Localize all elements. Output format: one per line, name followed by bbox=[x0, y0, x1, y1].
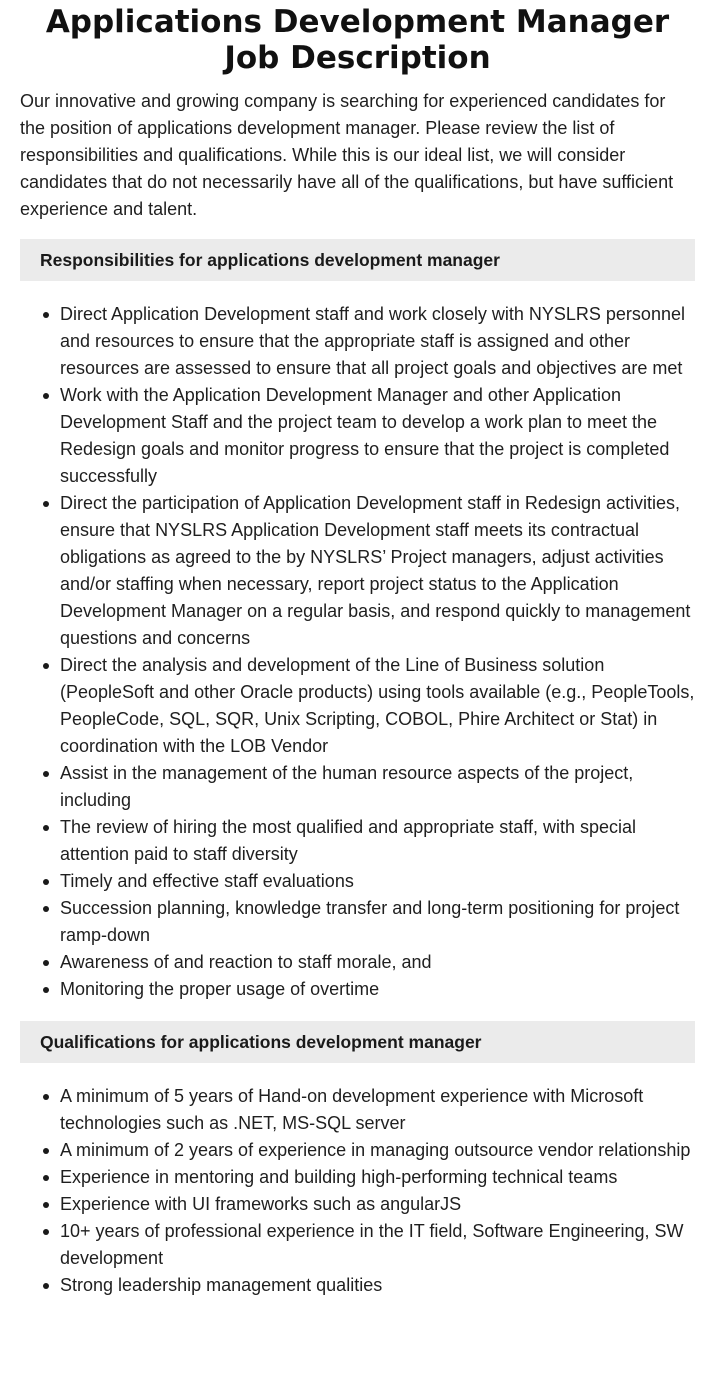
list-item: Timely and effective staff evaluations bbox=[60, 868, 695, 895]
responsibilities-header bbox=[20, 239, 695, 281]
list-item: 10+ years of professional experience in the IT field, Software Engineering, SW development bbox=[60, 1218, 695, 1272]
qualifications-header bbox=[20, 1021, 695, 1063]
list-item: Direct the analysis and development of the Line of Business solution (PeopleSoft and other Oracle products) using tools available (e.g., PeopleTools, PeopleCode, SQL, SQR, Unix Scripting, COBOL, Phire Architect or Stat) in coordination with the LOB Vendor bbox=[60, 652, 695, 760]
list-item: A minimum of 2 years of experience in managing outsource vendor relationship bbox=[60, 1137, 695, 1164]
responsibilities-list bbox=[20, 301, 695, 1003]
intro-paragraph: Our innovative and growing company is searching for experienced candidates for the position of applications development manager. Please review the list of responsibilities and qualifications. While this is our ideal list, we will consider candidates that do not necessarily have all of the qualifications, but have sufficient experience and talent. bbox=[20, 91, 674, 219]
qualifications-list bbox=[20, 1083, 695, 1299]
list-item: Monitoring the proper usage of overtime bbox=[60, 976, 695, 1003]
page-title: Applications Development Manager Job Description bbox=[45, 4, 670, 76]
list-item: Experience in mentoring and building high-performing technical teams bbox=[60, 1164, 695, 1191]
qualifications-heading: Qualifications for applications development manager bbox=[40, 1031, 482, 1052]
list-item: Assist in the management of the human resource aspects of the project, including bbox=[60, 760, 695, 814]
list-item: Succession planning, knowledge transfer and long-term positioning for project ramp-down bbox=[60, 895, 695, 949]
list-item: Direct the participation of Application Development staff in Redesign activities, ensure that NYSLRS Application Development staff meets its contractual obligations as agreed to the by NYSLRS’ Project managers, adjust activities and/or staffing when necessary, report project status to the Application Development Manager on a regular basis, and respond quickly to management questions and concerns bbox=[60, 490, 695, 652]
list-item: Awareness of and reaction to staff morale, and bbox=[60, 949, 695, 976]
list-item: A minimum of 5 years of Hand-on development experience with Microsoft technologies such as .NET, MS-SQL server bbox=[60, 1083, 695, 1137]
list-item: The review of hiring the most qualified and appropriate staff, with special attention paid to staff diversity bbox=[60, 814, 695, 868]
list-item: Work with the Application Development Manager and other Application Development Staff and the project team to develop a work plan to meet the Redesign goals and monitor progress to ensure that the project is completed successfully bbox=[60, 382, 695, 490]
list-item: Direct Application Development staff and work closely with NYSLRS personnel and resources to ensure that the appropriate staff is assigned and other resources are assessed to ensure that all project goals and objectives are met bbox=[60, 301, 695, 382]
responsibilities-heading: Responsibilities for applications development manager bbox=[40, 249, 500, 270]
list-item: Strong leadership management qualities bbox=[60, 1272, 695, 1299]
list-item: Experience with UI frameworks such as angularJS bbox=[60, 1191, 695, 1218]
